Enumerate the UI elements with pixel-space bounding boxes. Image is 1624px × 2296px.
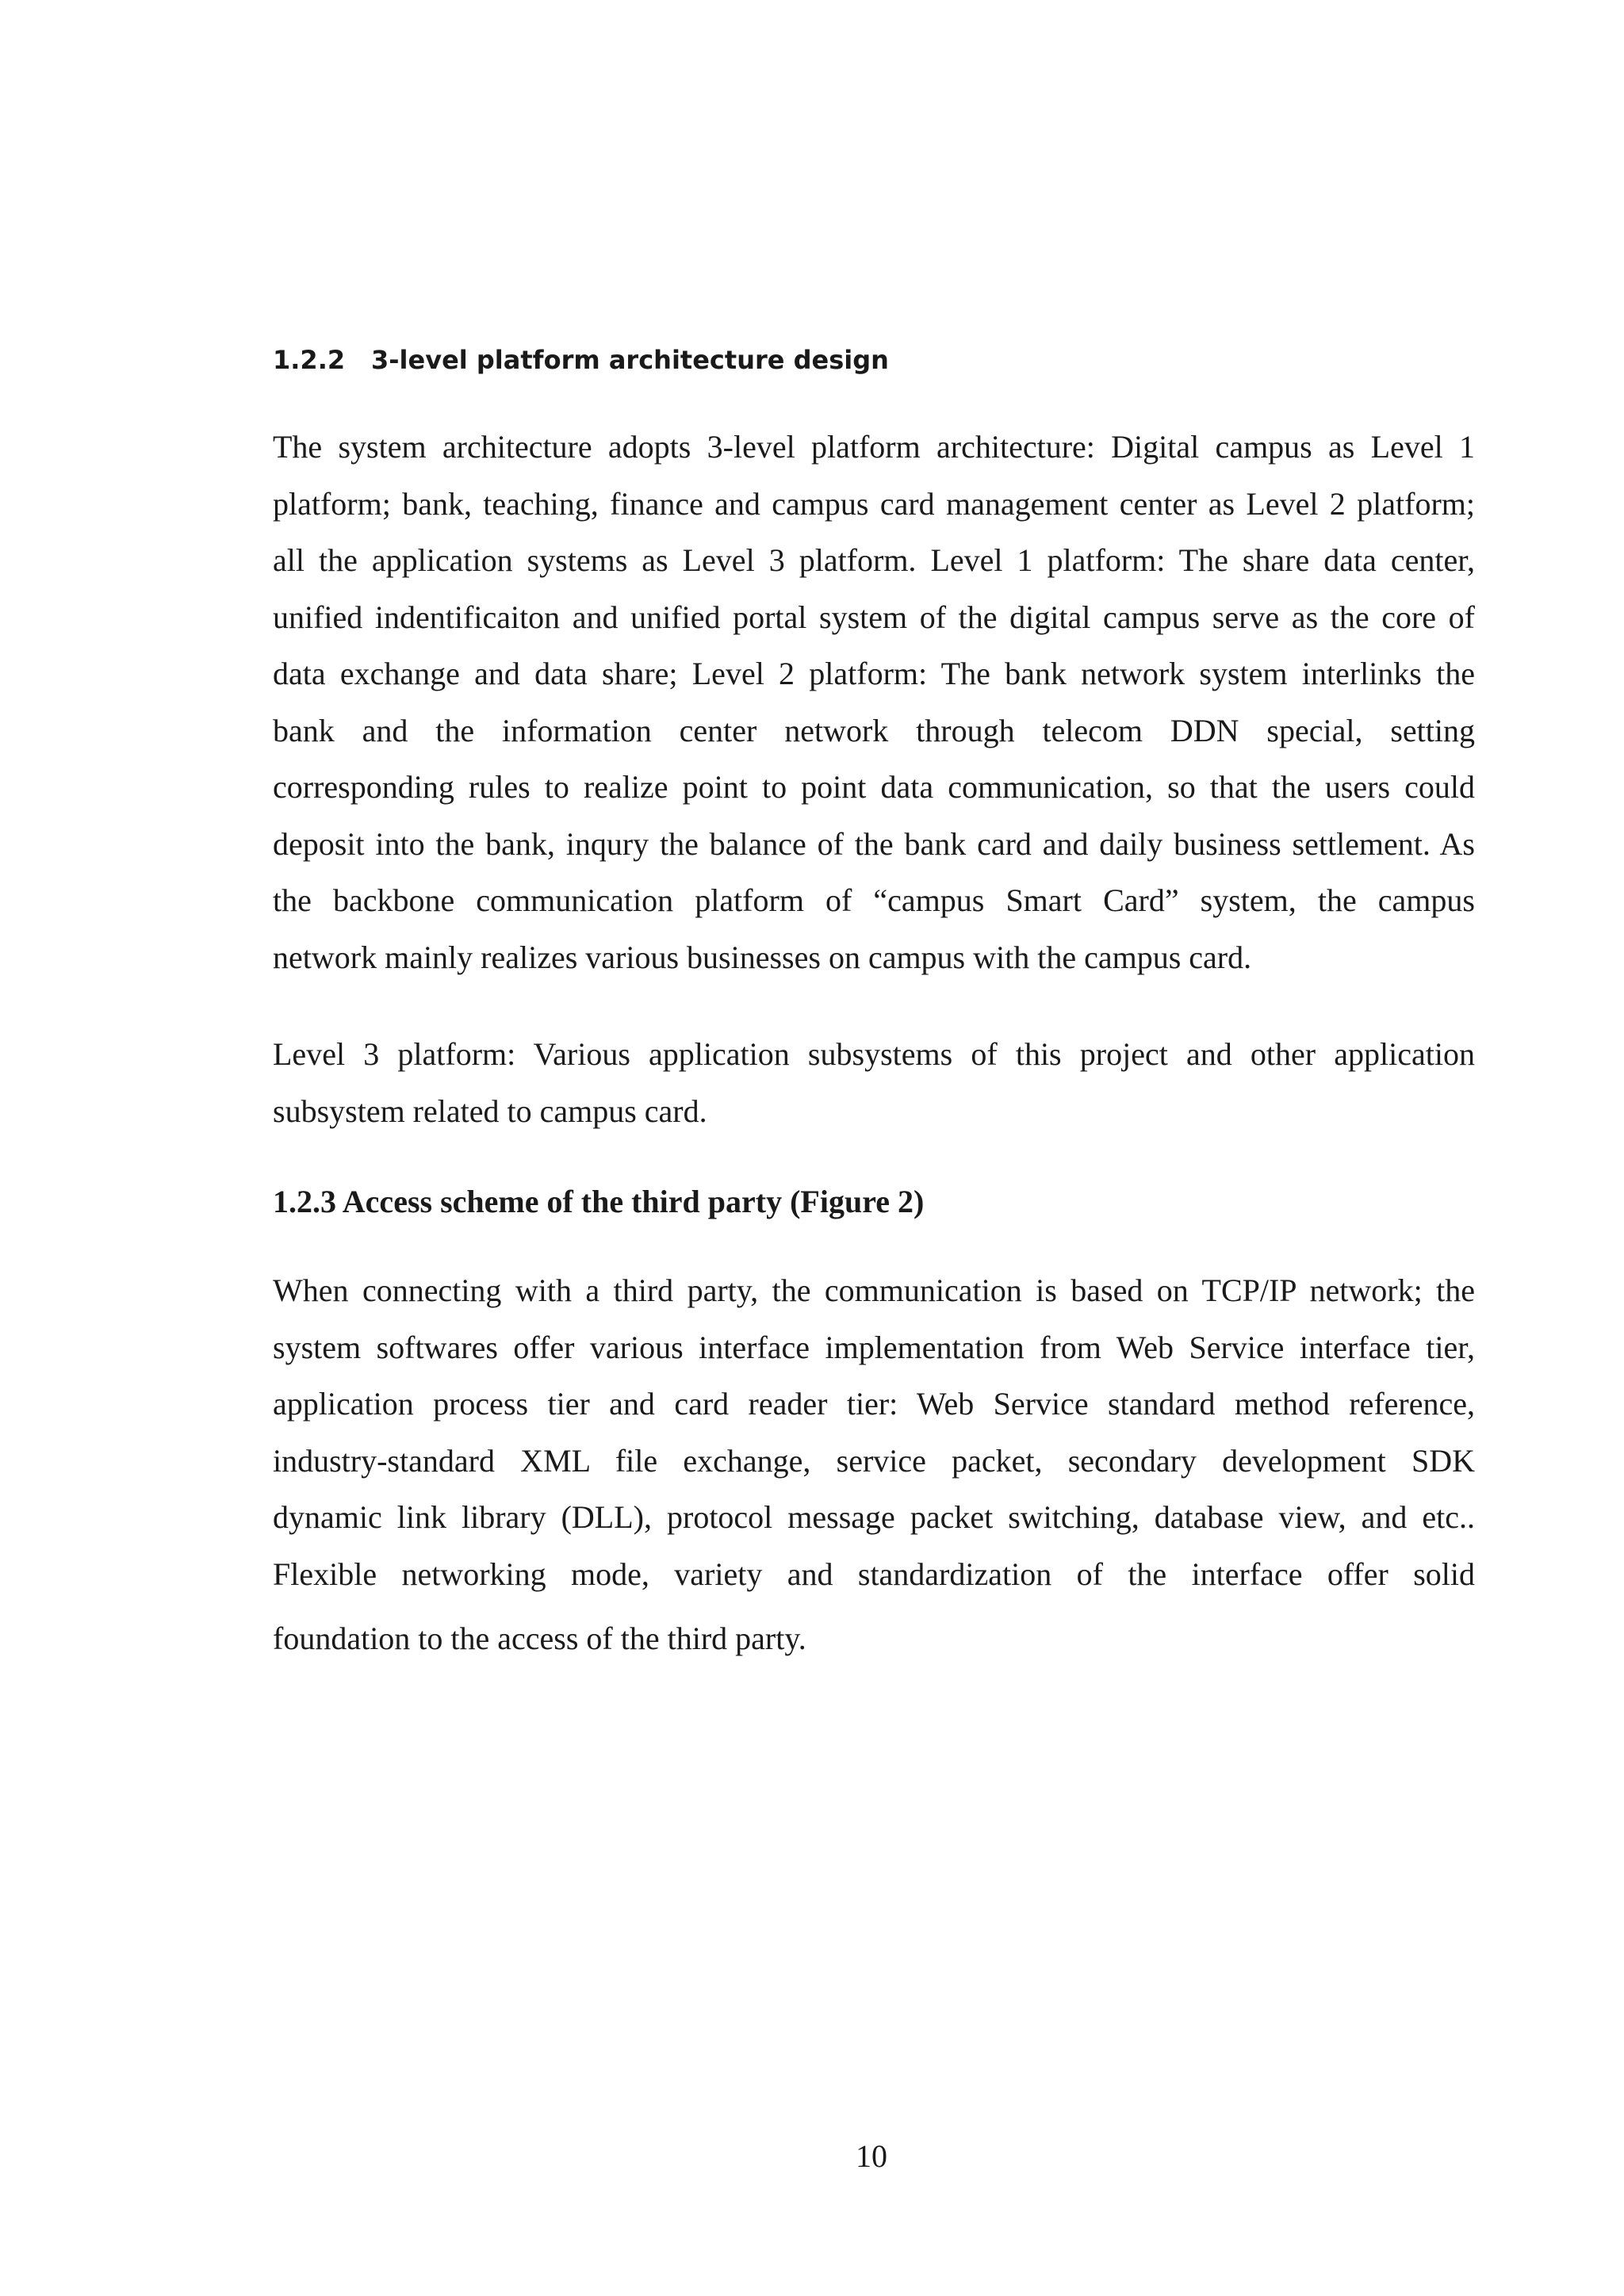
- paragraph-level-3: [273, 1026, 1475, 1139]
- paragraph-line: data exchange and data share; Level 2 platform: The bank network system interlinks the: [273, 656, 1475, 691]
- paragraph-line: subsystem related to campus card.: [273, 1093, 707, 1129]
- section-number: 1.2.2: [273, 345, 346, 375]
- paragraph-third-party: [273, 1262, 1475, 1667]
- paragraph-line: deposit into the bank, inqury the balance of the bank card and daily business settlement. As: [273, 825, 1475, 862]
- paragraph-line: all the application systems as Level 3 platform. Level 1 platform: The share data center,: [273, 542, 1475, 578]
- paragraph-line: network mainly realizes various businesses on campus with the campus card.: [273, 939, 1252, 975]
- paragraph-line: Level 3 platform: Various application subsystems of this project and other application: [273, 1036, 1475, 1072]
- paragraph-line: Flexible networking mode, variety and standardization of the interface offer solid: [273, 1556, 1475, 1592]
- paragraph-architecture: [273, 419, 1475, 985]
- paragraph-line: When connecting with a third party, the communication is based on TCP/IP network; the: [273, 1272, 1475, 1308]
- paragraph-line: application process tier and card reader tier: Web Service standard method reference,: [273, 1386, 1475, 1422]
- paragraph-line: system softwares offer various interface implementation from Web Service interface tier,: [273, 1329, 1475, 1365]
- paragraph-line: bank and the information center network through telecom DDN special, setting: [273, 712, 1475, 748]
- paragraph-line: dynamic link library (DLL), protocol message packet switching, database view, and etc..: [273, 1499, 1475, 1535]
- paragraph-line: corresponding rules to realize point to point data communication, so that the users could: [273, 769, 1475, 805]
- paragraph-line: foundation to the access of the third party.: [273, 1621, 806, 1656]
- section-heading-1-2-3: 1.2.3 Access scheme of the third party (Figure 2): [273, 1184, 925, 1219]
- paragraph-line: The system architecture adopts 3-level platform architecture: Digital campus as Level 1: [273, 429, 1475, 465]
- paragraph-line: the backbone communication platform of “campus Smart Card” system, the campus: [273, 882, 1475, 918]
- paragraph-line: industry-standard XML file exchange, service packet, secondary development SDK: [273, 1442, 1475, 1479]
- section-heading-1-2-2: [273, 341, 889, 379]
- page-number: 10: [856, 2138, 887, 2174]
- section-title: 3-level platform architecture design: [371, 345, 889, 375]
- paragraph-line: unified indentificaiton and unified portal system of the digital campus serve as the core of: [273, 599, 1475, 635]
- paragraph-line: platform; bank, teaching, finance and campus card management center as Level 2 platform;: [273, 485, 1475, 522]
